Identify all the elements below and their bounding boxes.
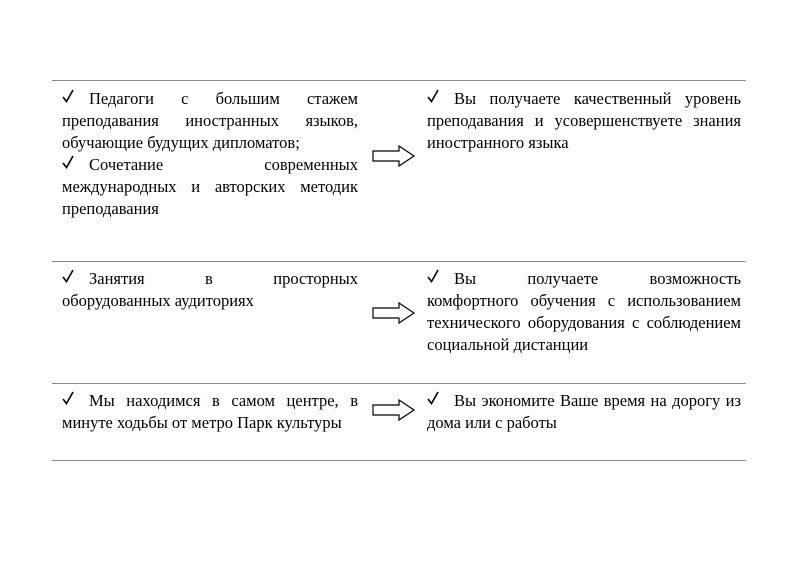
- table-divider-2: [52, 383, 746, 384]
- row-3-left-cell: [62, 390, 358, 434]
- row-1-right-cell: [427, 88, 741, 154]
- list-item: [62, 268, 358, 312]
- list-item: [62, 88, 358, 154]
- checkmark-icon: [62, 390, 74, 408]
- checkmark-icon: [62, 268, 74, 286]
- list-item: [427, 390, 741, 434]
- table-divider-bottom: [52, 460, 746, 461]
- row-2-right-cell: [427, 268, 741, 356]
- right-arrow-icon: [372, 145, 416, 167]
- item-text: Занятия в просторных оборудованных аудиториях: [62, 269, 358, 310]
- item-text: Сочетание современных международных и авторских методик преподавания: [62, 155, 358, 218]
- checkmark-icon: [427, 390, 439, 408]
- table-divider-top: [52, 80, 746, 81]
- right-arrow-icon: [372, 302, 416, 324]
- right-arrow-icon: [372, 399, 416, 421]
- checkmark-icon: [427, 88, 439, 106]
- row-1-left-cell: [62, 88, 358, 220]
- row-3-right-cell: [427, 390, 741, 434]
- list-item: [62, 154, 358, 220]
- checkmark-icon: [427, 268, 439, 286]
- table-divider-1: [52, 261, 746, 262]
- list-item: [427, 88, 741, 154]
- checkmark-icon: [62, 154, 74, 172]
- item-text: Вы получаете возможность комфортного обучения с использованием технического оборудования с соблюдением социальной дистанции: [427, 269, 741, 354]
- checkmark-icon: [62, 88, 74, 106]
- list-item: [62, 390, 358, 434]
- item-text: Мы находимся в самом центре, в минуте ходьбы от метро Парк культуры: [62, 391, 358, 432]
- item-text: Педагоги с большим стажем преподавания иностранных языков, обучающие будущих дипломатов;: [62, 89, 358, 152]
- item-text: Вы получаете качественный уровень преподавания и усовершенствуете знания иностранного языка: [427, 89, 741, 152]
- list-item: [427, 268, 741, 356]
- item-text: Вы экономите Ваше время на дорогу из дома или с работы: [427, 391, 741, 432]
- row-2-left-cell: [62, 268, 358, 312]
